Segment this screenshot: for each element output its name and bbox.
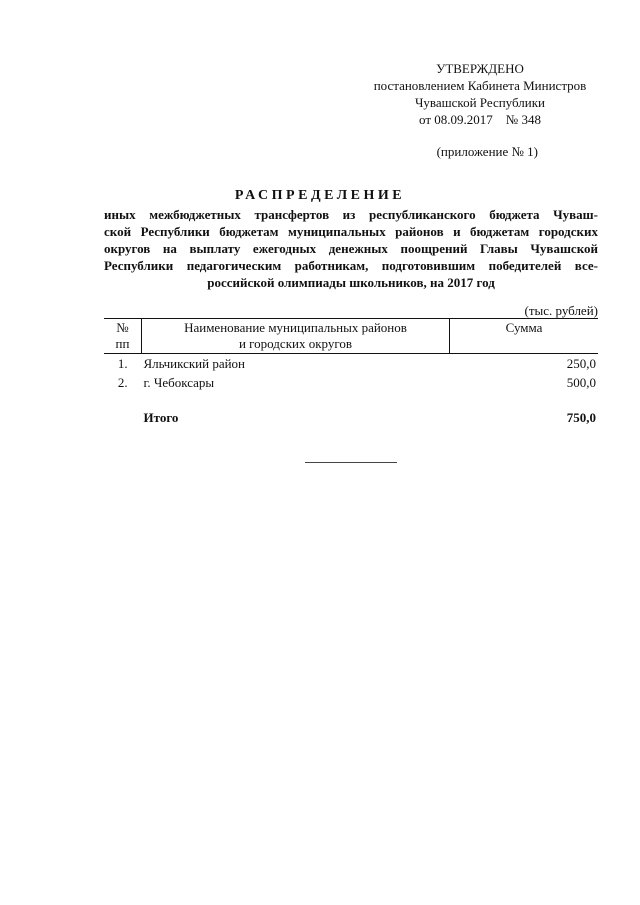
- annex-label: (приложение № 1): [436, 144, 538, 159]
- table-header-row: [104, 319, 598, 354]
- row-name: Яльчикский район: [143, 355, 246, 371]
- subtitle-line: округов на выплату ежегодных денежных поощрений Главы Чувашской: [104, 241, 598, 256]
- table-row: [104, 373, 598, 392]
- row-number: 2.: [117, 374, 128, 390]
- row-number: 1.: [117, 355, 128, 371]
- row-sum: 500,0: [566, 374, 596, 390]
- subtitle-line: иных межбюджетных трансфертов из республиканского бюджета Чуваш-: [104, 207, 598, 222]
- header-number: [104, 319, 142, 354]
- distribution-table: [104, 318, 598, 427]
- table-total-row: [104, 408, 598, 427]
- header-name-line: и городских округов: [238, 336, 353, 351]
- header-number-line: №: [116, 320, 129, 335]
- approval-decree: постановлением Кабинета Министров: [373, 78, 587, 93]
- row-name: г. Чебоксары: [143, 374, 215, 390]
- units-label: (тыс. рублей): [524, 303, 598, 318]
- document-title: РАСПРЕДЕЛЕНИЕ: [234, 188, 406, 203]
- total-label: Итого: [143, 409, 179, 425]
- header-sum: Сумма: [450, 319, 599, 354]
- approval-date-number: от 08.09.2017 № 348: [419, 112, 541, 127]
- subtitle-line: ской Республики бюджетам муниципальных районов и бюджетам городских: [104, 224, 598, 239]
- approval-heading: УТВЕРЖДЕНО: [436, 61, 524, 76]
- document-subtitle: [104, 206, 598, 291]
- header-name-line: Наименование муниципальных районов: [184, 320, 407, 335]
- approval-republic: Чувашской Республики: [414, 95, 546, 110]
- table-spacer-row: [104, 392, 598, 408]
- header-number-line: пп: [115, 336, 130, 351]
- table-row: [104, 354, 598, 374]
- row-sum: 250,0: [566, 355, 596, 371]
- subtitle-line: российской олимпиады школьников, на 2017 год: [207, 275, 495, 290]
- end-divider: [305, 462, 397, 463]
- header-name: [142, 319, 450, 354]
- total-sum: 750,0: [566, 409, 596, 425]
- approval-block: [360, 60, 600, 128]
- subtitle-line: Республики педагогическим работникам, подготовившим победителей все-: [104, 258, 598, 273]
